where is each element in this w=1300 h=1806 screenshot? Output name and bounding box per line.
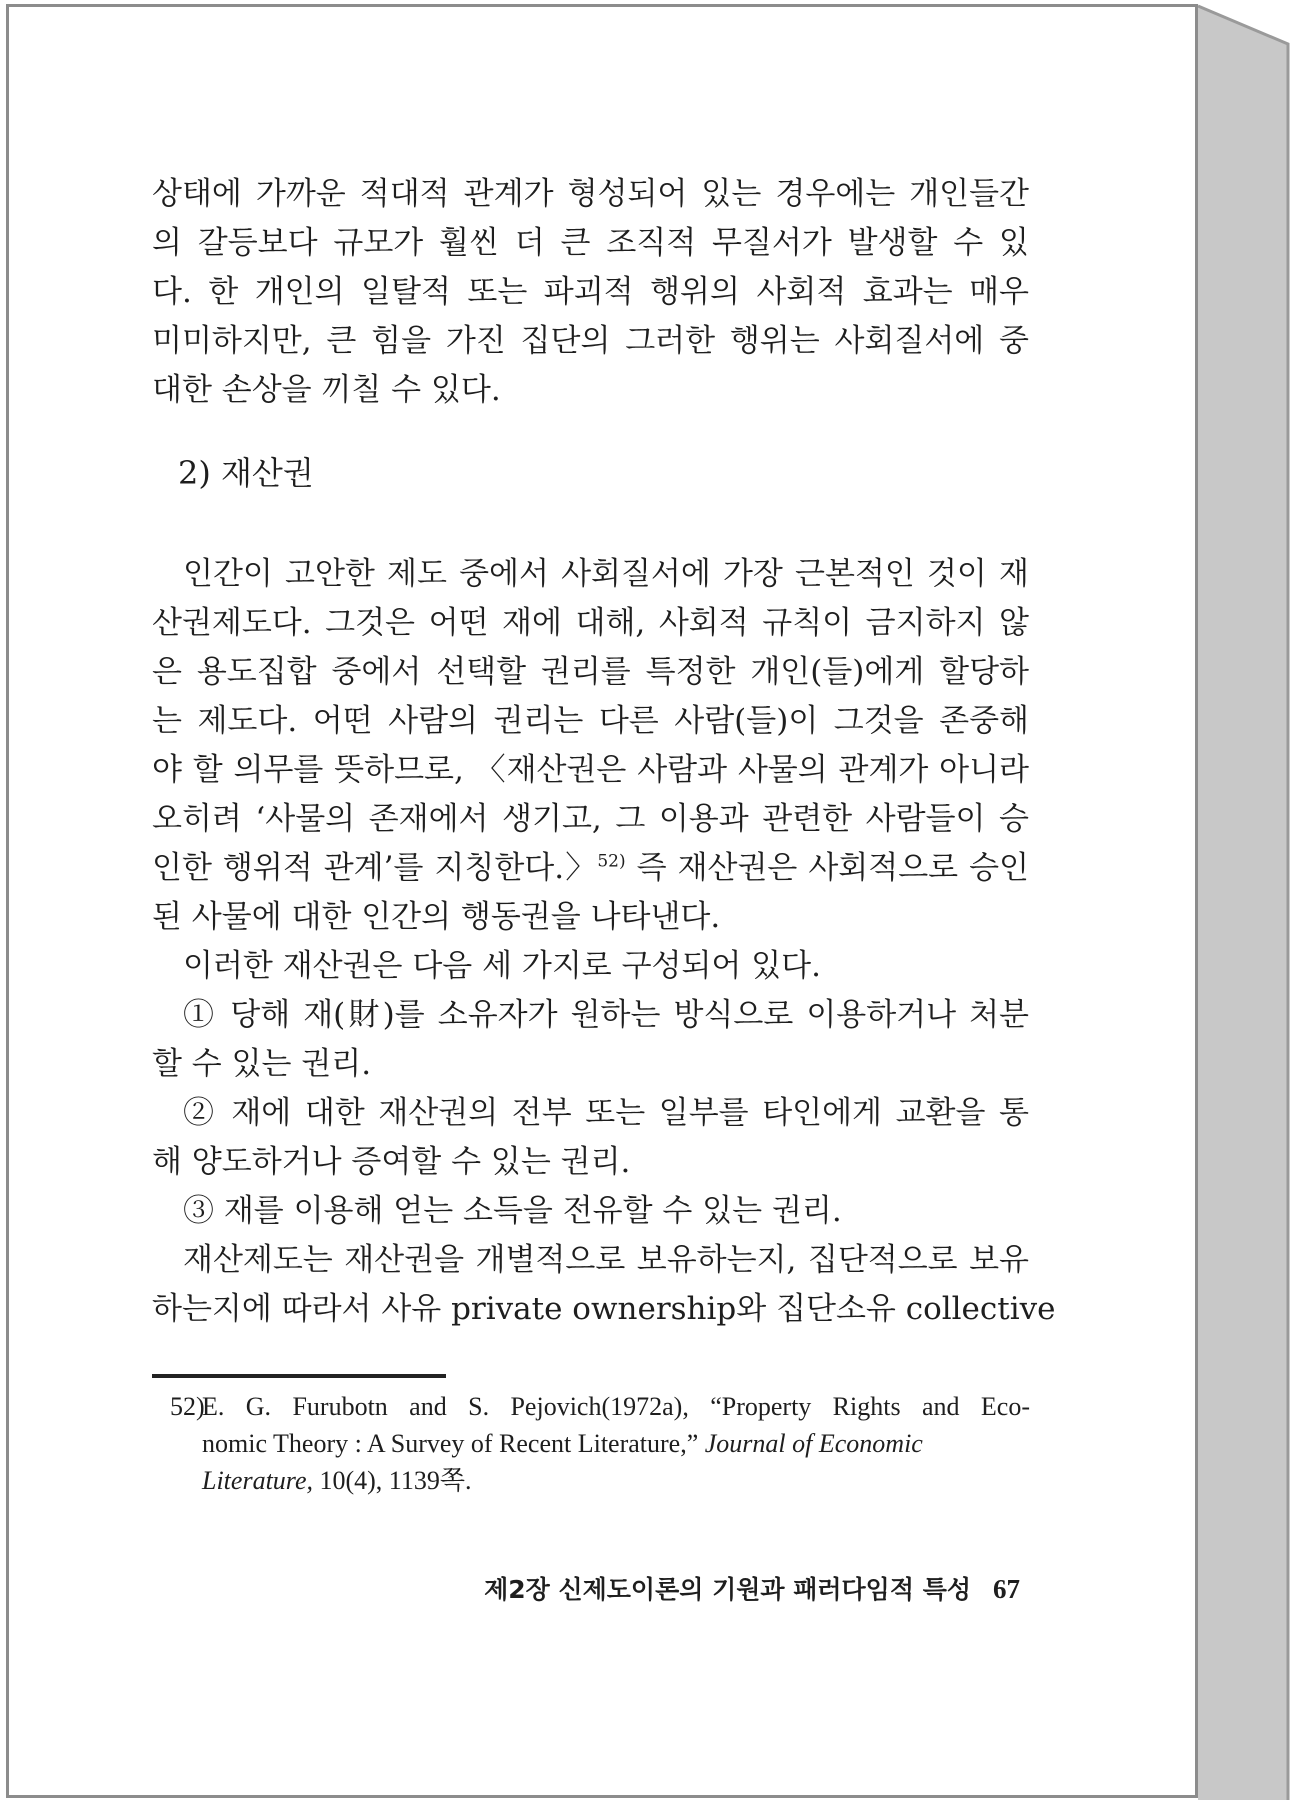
footnote-text: nomic Theory : A Survey of Recent Literature,” [202,1429,705,1458]
text-line: 야 할 의무를 뜻하므로, 〈재산권은 사람과 사물의 관계가 아니라 [152,752,1029,788]
text-line: 재산제도는 재산권을 개별적으로 보유하는지, 집단적으로 보유 [183,1242,1029,1278]
text-fragment: 인한 행위적 관계’를 지칭한다.〉 [152,850,598,886]
paragraph-final [152,1236,1056,1334]
footnote-line [170,1425,1030,1462]
paragraph-components: 이러한 재산권은 다음 세 가지로 구성되어 있다. [183,948,821,984]
footnote-text: E. G. Furubotn and S. Pejovich(1972a), “Property Rights and Eco- [202,1392,1030,1421]
paragraph-top [152,170,1029,415]
right-item-2-line: ② 재에 대한 재산권의 전부 또는 일부를 타인에게 교환을 통 [183,1095,1029,1131]
text-line: 는 제도다. 어떤 사람의 권리는 다른 사람(들)이 그것을 존중해 [152,703,1029,739]
book-spine-face [1198,6,1288,1800]
text-line: 하는지에 따라서 사유 private ownership와 집단소유 collective [152,1291,1056,1327]
right-item-2-line: 해 양도하거나 증여할 수 있는 권리. [152,1144,631,1180]
text-line: 의 갈등보다 규모가 훨씬 더 큰 조직적 무질서가 발생할 수 있 [152,225,1029,261]
right-item-1-line: ① 당해 재(財)를 소유자가 원하는 방식으로 이용하거나 처분 [183,997,1029,1033]
text-line: 인간이 고안한 제도 중에서 사회질서에 가장 근본적인 것이 재 [183,556,1029,592]
footnote-divider [152,1374,446,1378]
page-body [152,170,1056,1334]
text-line-with-footnote-ref [152,844,1029,893]
footnote-number: 52) [170,1392,205,1421]
text-line: 미미하지만, 큰 힘을 가진 집단의 그러한 행위는 사회질서에 중 [152,323,1029,359]
text-line: 산권제도다. 그것은 어떤 재에 대해, 사회적 규칙이 금지하지 않 [152,605,1029,641]
text-line: 대한 손상을 끼칠 수 있다. [152,372,501,408]
text-line: 된 사물에 대한 인간의 행동권을 나타낸다. [152,899,721,935]
text-line: 상태에 가까운 적대적 관계가 형성되어 있는 경우에는 개인들간 [152,176,1029,212]
text-fragment: 즉 재산권은 사회적으로 승인 [625,850,1029,886]
footnote-line [170,1462,1030,1499]
right-item-1-line: 할 수 있는 권리. [152,1046,372,1082]
paragraph-main [152,550,1029,942]
footnote-line [170,1388,1030,1425]
journal-title: Journal of Economic [704,1429,923,1458]
text-line: 은 용도집합 중에서 선택할 권리를 특정한 개인(들)에게 할당하 [152,654,1029,690]
page-number: 67 [993,1574,1020,1604]
running-footer [420,1570,1020,1606]
chapter-title: 제2장 신제도이론의 기원과 패러다임적 특성 [484,1575,971,1604]
journal-title: Literature, [202,1466,313,1495]
rights-list [152,991,1029,1236]
footnote-ref-52[interactable]: 52) [597,851,626,872]
text-line: 오히려 ‘사물의 존재에서 생기고, 그 이용과 관련한 사람들이 승 [152,801,1029,837]
footnote-text: 10(4), 1139쪽. [312,1466,472,1495]
section-heading: 2) 재산권 [178,454,314,492]
text-line: 다. 한 개인의 일탈적 또는 파괴적 행위의 사회적 효과는 매우 [152,274,1029,310]
right-item-3-line: ③ 재를 이용해 얻는 소득을 전유할 수 있는 권리. [183,1193,842,1229]
footnote-52 [170,1388,1030,1499]
